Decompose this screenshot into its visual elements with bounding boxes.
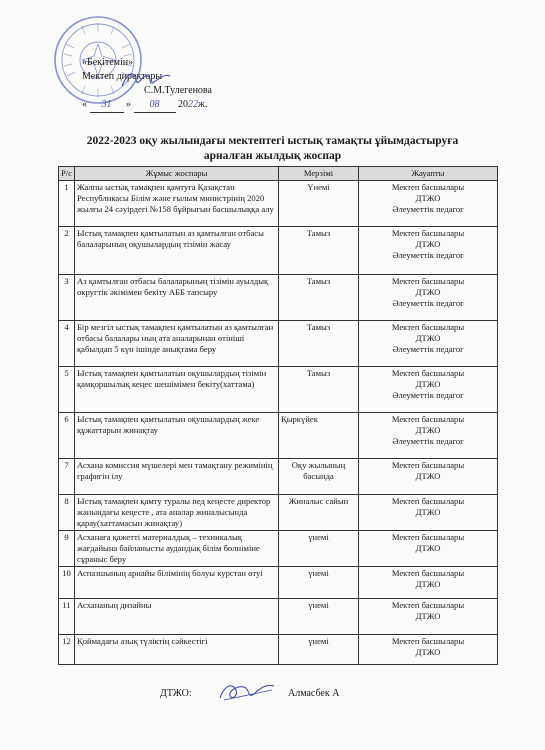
footer-name: Алмасбек А (288, 688, 340, 699)
row-term: үнемі (279, 531, 359, 567)
row-number: 11 (59, 599, 75, 635)
resp-line: ДТЖО (415, 287, 441, 297)
date-open-quote: « (82, 99, 87, 110)
resp-line: Әлеуметтік педагог (392, 390, 464, 400)
resp-line: Әлеуметтік педагог (392, 436, 464, 446)
table-row (59, 495, 498, 531)
row-responsible (359, 459, 498, 495)
row-term: Үнемі (279, 181, 359, 227)
row-task: Қоймадағы азық түліктің сәйкестігі (75, 635, 279, 665)
table-header-row (59, 167, 498, 181)
row-term: Тамыз (279, 275, 359, 321)
resp-line: Мектеп басшылары (391, 368, 465, 378)
date-year-prefix: 20 (178, 99, 188, 110)
resp-line: Мектеп басшылары (391, 636, 465, 646)
resp-line: Мектеп басшылары (391, 182, 465, 192)
row-term: Жиналыс сайын (279, 495, 359, 531)
row-term: Оқу жылының басында (279, 459, 359, 495)
row-number: 5 (59, 367, 75, 413)
approval-date (82, 98, 212, 113)
director-name: С.М.Тулегенова (144, 85, 212, 96)
row-number: 9 (59, 531, 75, 567)
footer-signature-icon (214, 676, 278, 706)
table-row (59, 275, 498, 321)
row-task: Жалпы ыстық тамақпен қамтуға Қазақстан Республикасы Білім және ғылым министрінің 2020 жылғы 24 сәуірдегі №158 бұйрығын басшылыққа алу (75, 181, 279, 227)
date-year-end: ж. (198, 99, 208, 110)
resp-line: Мектеп басшылары (391, 228, 465, 238)
row-term: Тамыз (279, 227, 359, 275)
plan-table (58, 166, 498, 665)
resp-line: ДТЖО (415, 193, 441, 203)
resp-line: Әлеуметтік педагог (392, 298, 464, 308)
table-row (59, 321, 498, 367)
row-task: Ыстық тамақпен қамтылатын оқушылардың жеке құжаттарын жинақтау (75, 413, 279, 459)
date-year-suffix: 22 (188, 99, 198, 110)
resp-line: Мектеп басшылары (391, 600, 465, 610)
row-term: үнемі (279, 599, 359, 635)
title-line-2: арналған жылдық жоспар (203, 150, 342, 162)
resp-line: ДТЖО (415, 239, 441, 249)
header-responsible: Жауапты (359, 167, 498, 181)
row-term: Тамыз (279, 367, 359, 413)
date-month: 08 (134, 98, 176, 113)
table-row (59, 459, 498, 495)
title-line-1: 2022-2023 оқу жылындағы мектептегі ыстық тамақты ұйымдастыруға (86, 135, 459, 147)
row-responsible (359, 321, 498, 367)
table-row (59, 567, 498, 599)
row-task: Аз қамтылған отбасы балаларының тізімін ауылдық округтік әкімімен бекіту АББ тапсыру (75, 275, 279, 321)
row-task: Ыстық тамақпен қамту туралы пед кеңесте директор жанындағы кеңесте , ата аналар жиналысында қарау(хаттамасын жинақтау) (75, 495, 279, 531)
director-signature-icon (118, 66, 174, 94)
row-number: 4 (59, 321, 75, 367)
resp-line: Мектеп басшылары (391, 532, 465, 542)
resp-line: Мектеп басшылары (391, 496, 465, 506)
resp-line: ДТЖО (415, 611, 441, 621)
row-number: 12 (59, 635, 75, 665)
document-title (30, 134, 515, 164)
row-task: Бір мезгіл ыстық тамақпен қамтылатын аз қамтылған отбасы балалары ның ата аналарынан өтініші қабылдап 5 күн ішінде анықтама беру (75, 321, 279, 367)
row-number: 10 (59, 567, 75, 599)
header-number: Р/с (59, 167, 75, 181)
row-responsible (359, 531, 498, 567)
row-term: Қыркүйек (279, 413, 359, 459)
row-number: 3 (59, 275, 75, 321)
resp-line: Әлеуметтік педагог (392, 204, 464, 214)
footer-role: ДТЖО: (160, 688, 192, 699)
row-responsible (359, 227, 498, 275)
table-row (59, 227, 498, 275)
header-task: Жұмыс жоспары (75, 167, 279, 181)
resp-line: Мектеп басшылары (391, 276, 465, 286)
row-number: 8 (59, 495, 75, 531)
resp-line: Әлеуметтік педагог (392, 250, 464, 260)
resp-line: ДТЖО (415, 579, 441, 589)
resp-line: ДТЖО (415, 471, 441, 481)
row-task: Асхананың дизайны (75, 599, 279, 635)
row-number: 2 (59, 227, 75, 275)
row-task: Ыстық тамақпен қамтылатын аз қамтылған отбасы балаларының оқушылардың тізімін жасау (75, 227, 279, 275)
row-term: үнемі (279, 567, 359, 599)
table-row (59, 367, 498, 413)
row-task: Асхана комиссия мүшелері мен тамақтану режимінің графигін ілу (75, 459, 279, 495)
header-term: Мерзімі (279, 167, 359, 181)
resp-line: ДТЖО (415, 543, 441, 553)
resp-line: Мектеп басшылары (391, 568, 465, 578)
row-term: Тамыз (279, 321, 359, 367)
director-title: Мектеп директоры (82, 71, 163, 82)
resp-line: Мектеп басшылары (391, 322, 465, 332)
resp-line: ДТЖО (415, 507, 441, 517)
resp-line: ДТЖО (415, 425, 441, 435)
date-close-quote: » (126, 99, 131, 110)
row-number: 7 (59, 459, 75, 495)
row-task: Аспазшының арнайы білімінің болуы курстан өтуі (75, 567, 279, 599)
table-row (59, 413, 498, 459)
row-responsible (359, 413, 498, 459)
resp-line: ДТЖО (415, 647, 441, 657)
row-term: үнемі (279, 635, 359, 665)
row-task: Асханаға қажетті материалдық – техникалық жағдайына байланысты аудандық білім бөлніміне сұраныс беру (75, 531, 279, 567)
date-day: 31 (90, 98, 124, 113)
row-responsible (359, 599, 498, 635)
row-responsible (359, 567, 498, 599)
resp-line: ДТЖО (415, 333, 441, 343)
row-number: 6 (59, 413, 75, 459)
row-responsible (359, 495, 498, 531)
row-number: 1 (59, 181, 75, 227)
table-row (59, 599, 498, 635)
resp-line: ДТЖО (415, 379, 441, 389)
table-row (59, 531, 498, 567)
row-responsible (359, 367, 498, 413)
row-responsible (359, 635, 498, 665)
resp-line: Мектеп басшылары (391, 414, 465, 424)
row-task: Ыстық тамақпен қамтылатын оқушылардың тізімін қамқоршылық кеңес шешімімен бекіту(хаттама) (75, 367, 279, 413)
row-responsible (359, 181, 498, 227)
approval-heading: «Бекітемін» (82, 57, 134, 68)
resp-line: Әлеуметтік педагог (392, 344, 464, 354)
resp-line: Мектеп басшылары (391, 460, 465, 470)
table-row (59, 181, 498, 227)
table-row (59, 635, 498, 665)
row-responsible (359, 275, 498, 321)
